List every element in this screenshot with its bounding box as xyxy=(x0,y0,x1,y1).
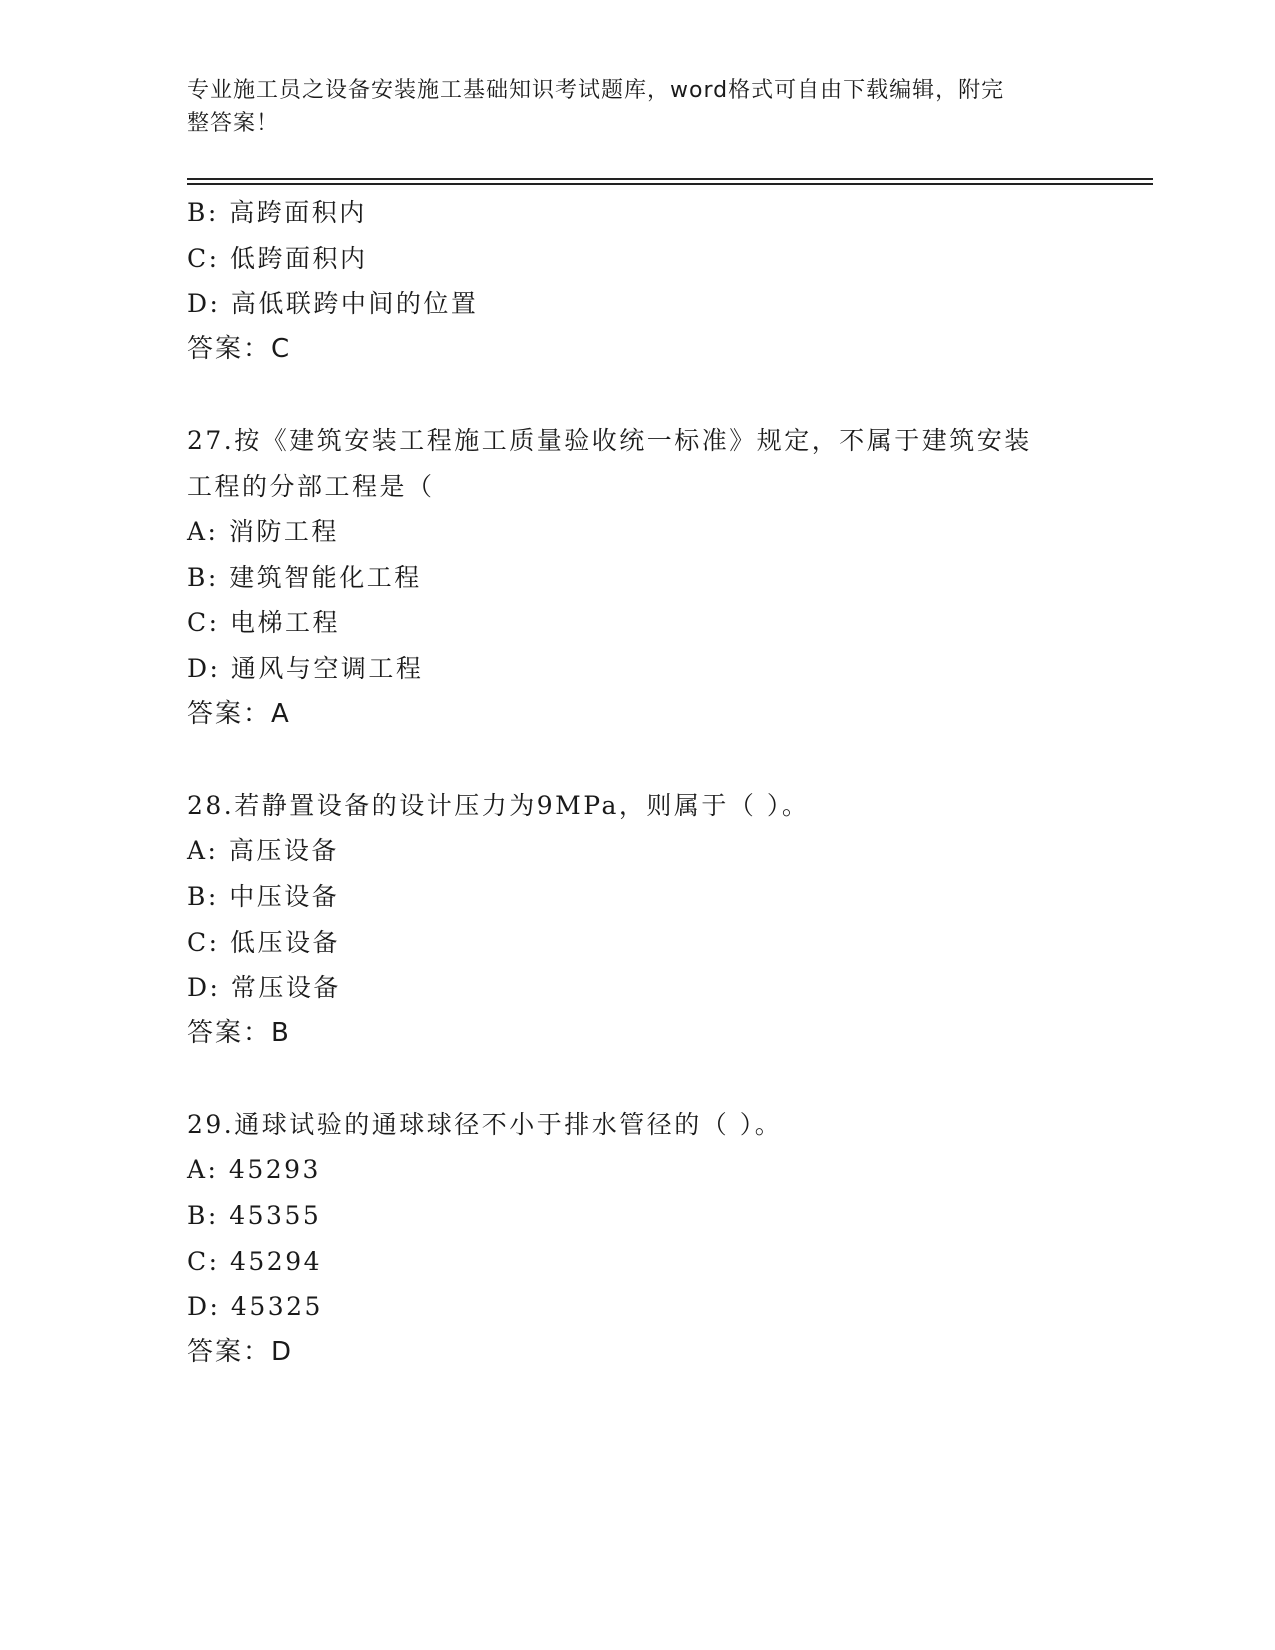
question-28 xyxy=(187,783,1107,1057)
question-26 xyxy=(187,190,1107,372)
header-title-line-1: 专业施工员之设备安装施工基础知识考试题库，word格式可自由下载编辑，附完 xyxy=(187,78,1005,103)
q28-option-a: A: 高压设备 xyxy=(187,836,339,866)
q27-option-c: C: 电梯工程 xyxy=(187,608,340,638)
q29-option-c: C: 45294 xyxy=(187,1246,323,1276)
question-spacer xyxy=(187,737,1107,783)
header-title-line-2: 整答案！ xyxy=(187,111,280,136)
q29-option-b: B: 45355 xyxy=(187,1201,322,1231)
question-spacer xyxy=(187,372,1107,418)
q29-answer: 答案：D xyxy=(187,1336,294,1367)
q27-option-b: B: 建筑智能化工程 xyxy=(187,562,422,592)
header-divider-top xyxy=(187,178,1153,180)
q28-option-c: C: 低压设备 xyxy=(187,927,340,957)
q28-answer: 答案：B xyxy=(187,1017,291,1048)
q26-option-c: C: 低跨面积内 xyxy=(187,243,368,273)
q28-question: 28.若静置设备的设计压力为9MPa，则属于（ ）。 xyxy=(187,790,810,820)
q27-question-line-2: 工程的分部工程是（ xyxy=(187,471,435,501)
q26-answer: 答案：C xyxy=(187,333,292,364)
q27-option-a: A: 消防工程 xyxy=(187,517,339,547)
question-27 xyxy=(187,418,1107,737)
q27-answer: 答案：A xyxy=(187,698,291,729)
header-divider-bottom xyxy=(187,183,1153,185)
q29-question: 29.通球试验的通球球径不小于排水管径的（ ）。 xyxy=(187,1109,783,1139)
q29-option-d: D: 45325 xyxy=(187,1292,323,1322)
q27-option-d: D: 通风与空调工程 xyxy=(187,653,424,683)
question-list xyxy=(187,190,1107,1375)
q29-option-a: A: 45293 xyxy=(187,1155,321,1185)
q27-question-line-1: 27.按《建筑安装工程施工质量验收统一标准》规定，不属于建筑安装 xyxy=(187,425,1032,455)
question-29 xyxy=(187,1102,1107,1376)
question-spacer xyxy=(187,1056,1107,1102)
q26-option-d: D: 高低联跨中间的位置 xyxy=(187,289,479,319)
q28-option-d: D: 常压设备 xyxy=(187,973,341,1003)
q26-option-b: B: 高跨面积内 xyxy=(187,198,367,227)
document-header xyxy=(187,74,1087,140)
q28-option-b: B: 中压设备 xyxy=(187,881,340,911)
